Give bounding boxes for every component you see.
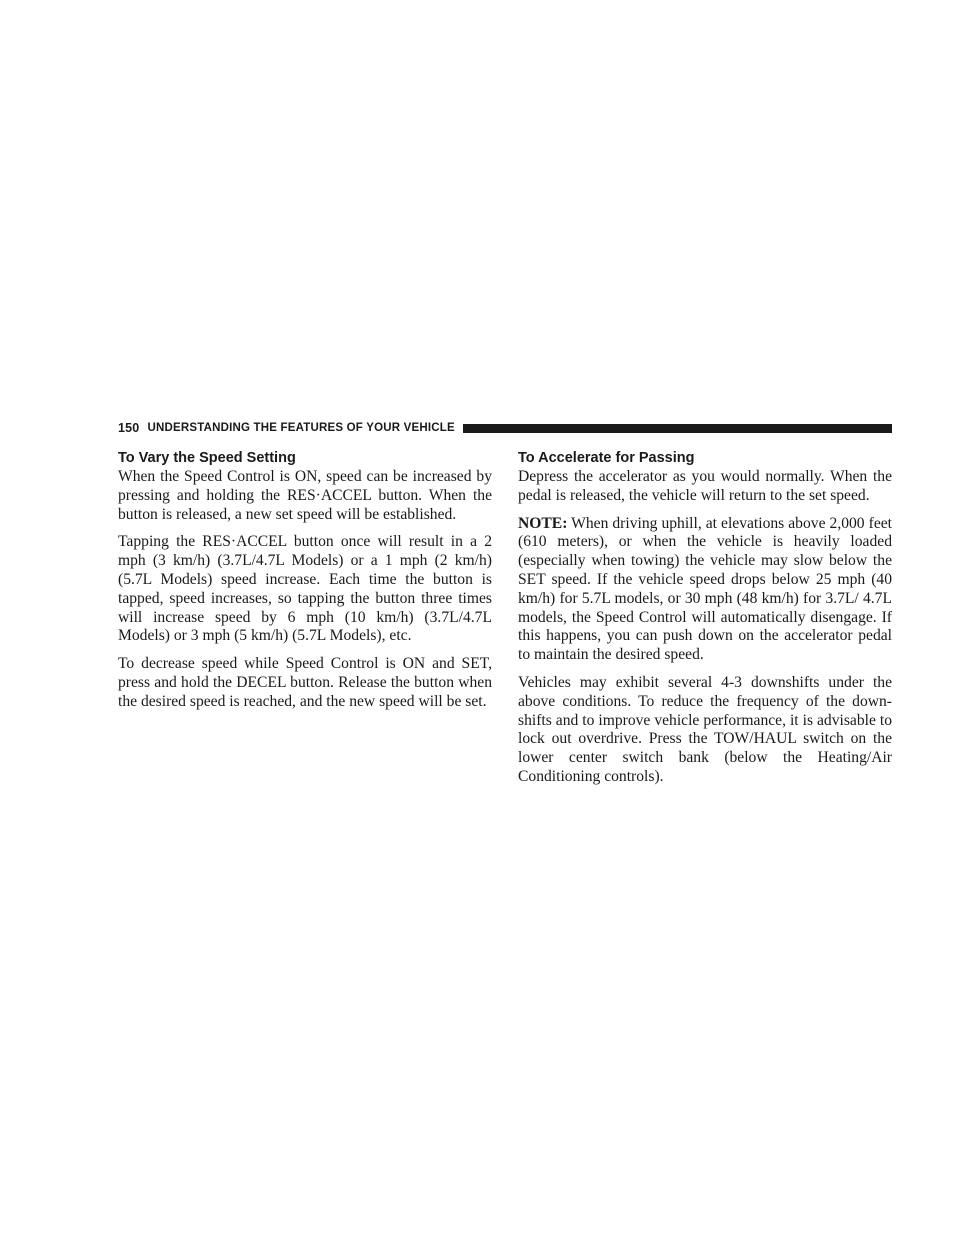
- running-head: UNDERSTANDING THE FEATURES OF YOUR VEHICLE: [147, 422, 455, 434]
- right-column: [518, 449, 892, 796]
- paragraph: When the Speed Control is ON, speed can be increased by pressing and holding the RES·ACCEL button. When the button is released, a new set speed will be established.: [118, 468, 492, 523]
- paragraph: Tapping the RES·ACCEL button once will result in a 2 mph (3 km/h) (3.7L/4.7L Models) or a 1 mph (2 km/h) (5.7L Models) speed increase. Each time the button is tapped, speed increases, so tapping the button three times will increase speed by 6 mph (10 km/h) (3.7L/4.7L Models) or 3 mph (5 km/h) (5.7L Models), etc.: [118, 533, 492, 645]
- note-label: NOTE:: [518, 514, 568, 532]
- section-heading-vary-speed: To Vary the Speed Setting: [118, 450, 296, 466]
- paragraph: Vehicles may exhibit several 4-3 downshifts under the above conditions. To reduce the frequency of the downshifts and to improve vehicle performance, it is advisable to lock out overdrive. Press the TOW/HAUL switch on the lower center switch bank (below the Heating/Air Conditioning controls).: [518, 673, 892, 785]
- page-number: 150: [118, 421, 140, 435]
- paragraph: To decrease speed while Speed Control is ON and SET, press and hold the DECEL button. Release the button when the desired speed is reached, and the new speed will be set.: [118, 655, 492, 710]
- page-header: [118, 419, 892, 437]
- header-rule: [463, 424, 892, 433]
- section-heading-accelerate-passing: To Accelerate for Passing: [518, 450, 695, 466]
- note-text: When driving uphill, at elevations above 2,000 feet (610 meters), or when the vehicle is heavily loaded (especially when towing) the vehicle may slow below the SET speed. If the vehicle speed drops below 25 mph (40 km/h) for 5.7L models, or 30 mph (48 km/h) for 3.7L/ 4.7L models, the Speed Control will automatically disengage. If this happens, you can push down on the accelerator pedal to maintain the desired speed.: [518, 514, 892, 664]
- left-column: [118, 449, 492, 721]
- note-paragraph: [518, 515, 892, 665]
- paragraph: Depress the accelerator as you would normally. When the pedal is released, the vehicle will return to the set speed.: [518, 468, 892, 504]
